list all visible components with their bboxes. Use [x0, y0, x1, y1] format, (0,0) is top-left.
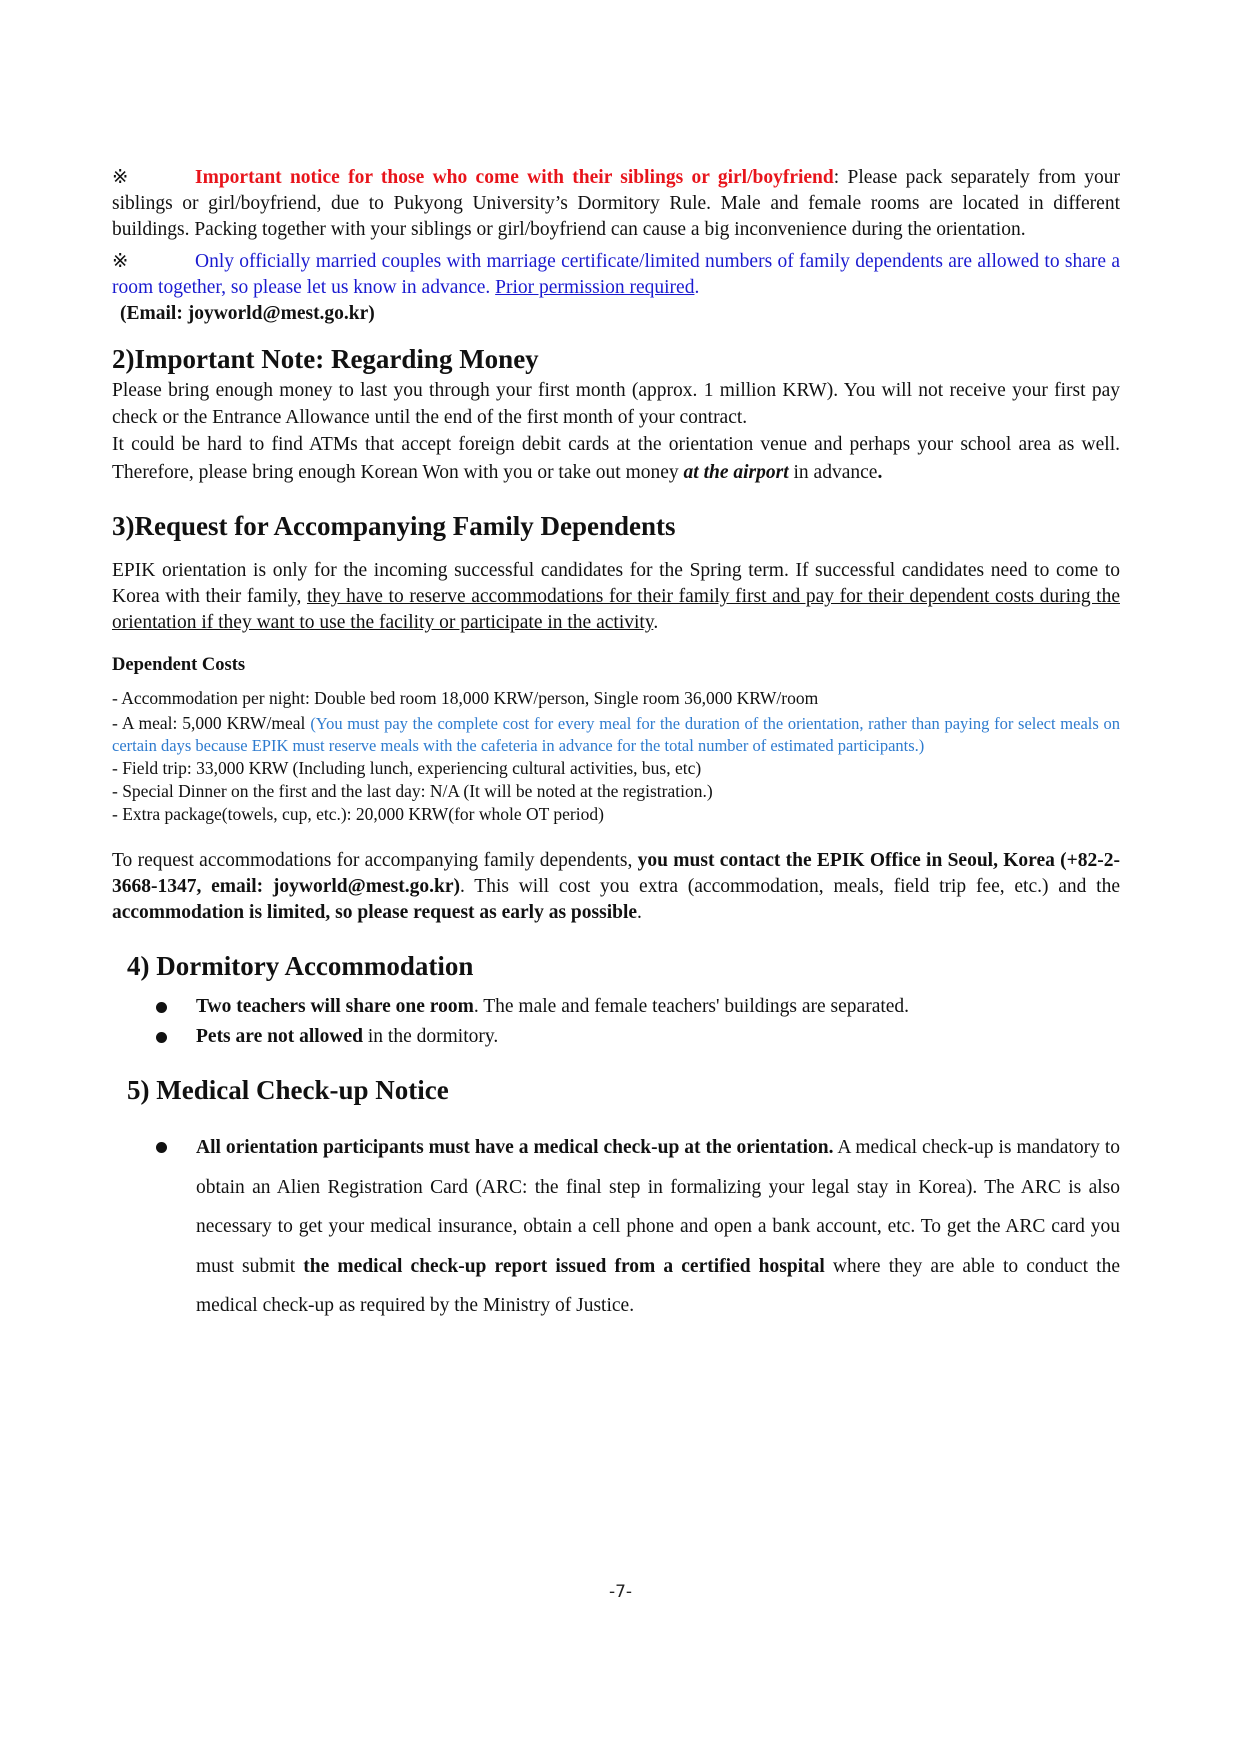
- page-number: -7-: [608, 1582, 633, 1602]
- contact-email: (Email: joyworld@mest.go.kr): [120, 303, 375, 324]
- money-paragraph-2: It could be hard to find ATMs that accept foreign debit cards at the orientation venue and perhaps your school area as well. Therefore, please bring enough Korean Won with you or take out money at the airport in advance.: [112, 434, 1120, 483]
- dependent-costs-title: Dependent Costs: [112, 655, 246, 675]
- bullet-icon: [156, 1002, 167, 1013]
- siblings-notice: ※ Important notice for those who come with their siblings or girl/boyfriend: Please pack separately from your siblings or girl/boyfriend, due to Pukyong University’s Dormitory Rule. Male and female rooms are located in different buildings. Packing together with your siblings or girl/boyfriend can cause a big inconvenience during the orientation.: [112, 167, 1121, 240]
- married-notice-body: Only officially married couples with marriage certificate/limited numbers of family dependents are allowed to share a room together, so please let us know in advance.: [112, 251, 1120, 298]
- cost-special-dinner: - Special Dinner on the first and the last day: N/A (It will be noted at the registration.): [112, 781, 713, 801]
- reference-mark-icon: ※: [112, 167, 129, 188]
- siblings-notice-body: Please pack separately from your siblings or girl/boyfriend, due to Pukyong University’s Dormitory Rule. Male and female rooms are located in different buildings. Packing together with your siblings or girl/boyfriend can cause a big inconvenience during the orientation.: [112, 167, 1121, 240]
- contact-office-text: you must contact the EPIK Office in Seoul, Korea (+82-2-3668-1347, email: joyworld@mest.go.kr): [112, 850, 1121, 897]
- dormitory-item: Two teachers will share one room. The male and female teachers' buildings are separated.: [112, 992, 1120, 1022]
- family-paragraph: EPIK orientation is only for the incoming successful candidates for the Spring term. If successful candidates need to come to Korea with their family, they have to reserve accommodations for their family first and pay for their dependent costs during the orientation if they want to use the facility or participate in the activity.: [112, 560, 1120, 633]
- prior-permission-link[interactable]: Prior permission required: [495, 277, 695, 298]
- document-page: [112, 165, 1120, 1326]
- family-underlined-text: they have to reserve accommodations for their family first and pay for their dependent costs during the orientation if they want to use the facility or participate in the activity: [112, 586, 1120, 633]
- money-paragraph-1: Please bring enough money to last you through your first month (approx. 1 million KRW). You will not receive your first pay check or the Entrance Allowance until the end of the first month of your contract.: [112, 380, 1120, 428]
- section-title-family: 3)Request for Accompanying Family Dependents: [112, 511, 676, 541]
- airport-emphasis: at the airport: [683, 461, 789, 483]
- section-title-money: 2)Important Note: Regarding Money: [112, 344, 539, 374]
- siblings-notice-heading: Important notice for those who come with their siblings or girl/boyfriend: [195, 167, 834, 188]
- section-title-medical: 5) Medical Check-up Notice: [127, 1075, 449, 1105]
- cost-field-trip: - Field trip: 33,000 KRW (Including lunch, experiencing cultural activities, bus, etc): [112, 758, 702, 778]
- reference-mark-icon: ※: [112, 251, 129, 272]
- medical-item: All orientation participants must have a medical check-up at the orientation. A medical check-up is mandatory to obtain an Alien Registration Card (ARC: the final step in formalizing your legal stay in Korea). The ARC is also necessary to get your medical insurance, obtain a cell phone and open a bank account, etc. To get the ARC card you must submit the medical check-up report issued from a certified hospital where they are able to conduct the medical check-up as required by the Ministry of Justice.: [112, 1128, 1120, 1326]
- dormitory-item: Pets are not allowed in the dormitory.: [112, 1022, 1120, 1052]
- cost-meal: - A meal: 5,000 KRW/meal (You must pay the complete cost for every meal for the duration of the orientation, rather than paying for select meals on certain days because EPIK must reserve meals with the cafeteria in advance for the total number of estimated participants.): [112, 713, 1120, 755]
- cost-extra-package: - Extra package(towels, cup, etc.): 20,000 KRW(for whole OT period): [112, 804, 604, 824]
- married-notice: ※ Only officially married couples with marriage certificate/limited numbers of family dependents are allowed to share a room together, so please let us know in advance. Prior permission required.: [112, 251, 1120, 298]
- meal-note: (You must pay the complete cost for every meal for the duration of the orientation, rather than paying for select meals on certain days because EPIK must reserve meals with the cafeteria in advance for the total number of estimated participants.): [112, 714, 1120, 755]
- family-contact-paragraph: To request accommodations for accompanying family dependents, you must contact the EPIK Office in Seoul, Korea (+82-2-3668-1347, email: joyworld@mest.go.kr). This will cost you extra (accommodation, meals, field trip fee, etc.) and the accommodation is limited, so please request as early as possible.: [112, 850, 1121, 923]
- bullet-icon: [156, 1032, 167, 1043]
- cost-accommodation: - Accommodation per night: Double bed room 18,000 KRW/person, Single room 36,000 KRW/room: [112, 688, 819, 708]
- bullet-icon: [156, 1142, 167, 1153]
- section-title-dormitory: 4) Dormitory Accommodation: [127, 951, 474, 981]
